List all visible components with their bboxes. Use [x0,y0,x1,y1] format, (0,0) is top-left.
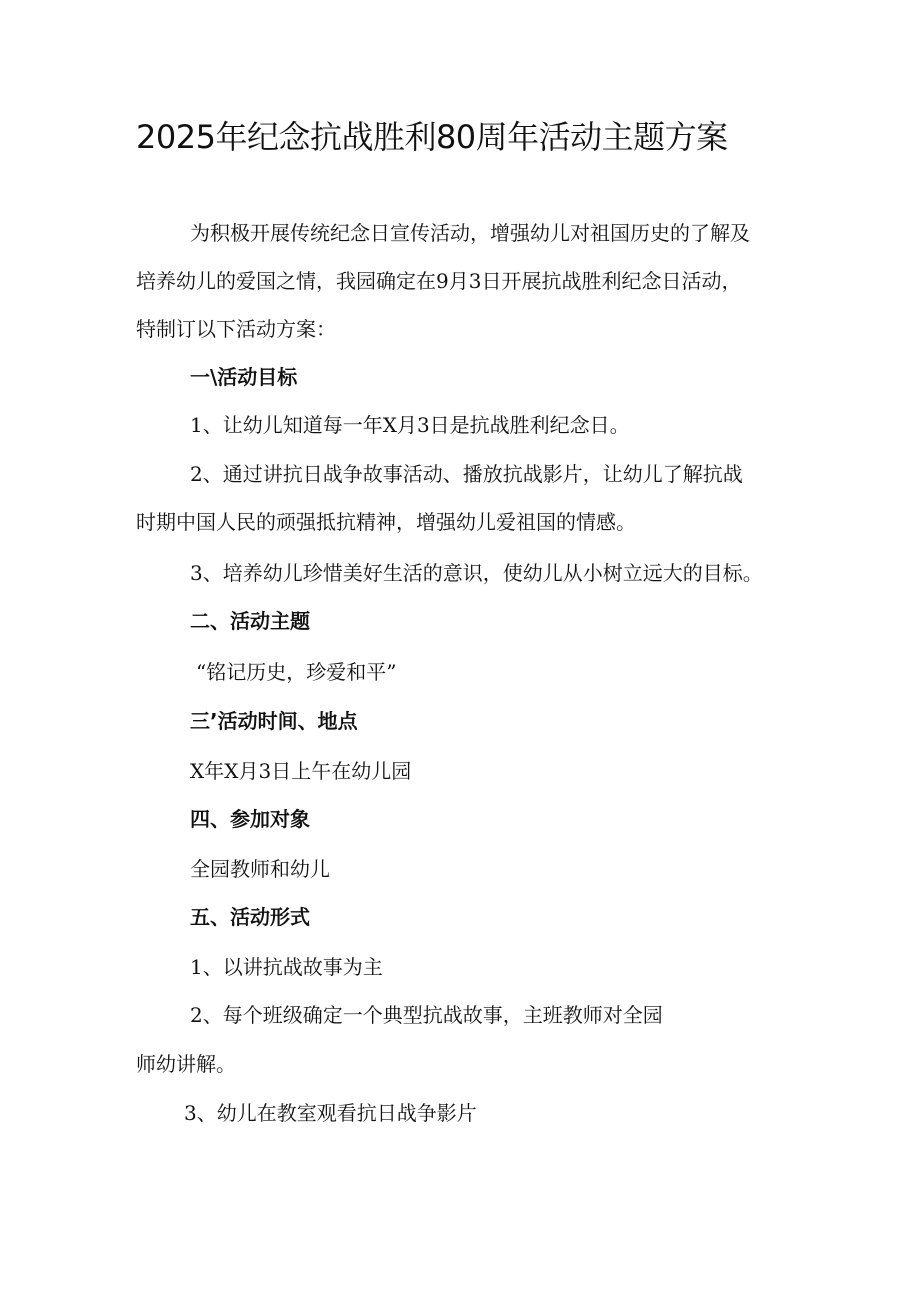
intro-line-3: 特制订以下活动方案： [136,317,336,341]
intro-line-1: 为积极开展传统纪念日宣传活动，增强幼儿对祖国历史的了解及 [190,221,750,245]
document-title: 2025年纪念抗战胜利80周年活动主题方案 [136,118,728,156]
intro-line-2: 培养幼儿的爱国之情，我园确定在9月3日开展抗战胜利纪念日活动， [136,269,742,293]
section-5-item-1: 1、以讲抗战故事为主 [190,955,383,979]
section-4-heading: 四、参加对象 [190,807,310,831]
section-3-text: X年X月3日上午在幼儿园 [190,759,412,783]
section-4-text: 全园教师和幼儿 [190,857,330,881]
section-5-heading: 五、活动形式 [190,905,310,929]
section-3-heading: 三’活动时间、地点 [190,709,358,733]
section-1-item-3: 3、培养幼儿珍惜美好生活的意识，使幼儿从小树立远大的目标。 [190,561,763,585]
section-1-item-2-line-2: 时期中国人民的顽强抵抗精神，增强幼儿爱祖国的情感。 [136,510,636,534]
section-1-item-2-line-1: 2、通过讲抗日战争故事活动、播放抗战影片，让幼儿了解抗战 [190,462,743,486]
section-5-item-2-line-2: 师幼讲解。 [136,1052,236,1076]
section-5-item-2-line-1: 2、每个班级确定一个典型抗战故事，主班教师对全园 [190,1003,663,1027]
section-5-item-3: 3、幼儿在教室观看抗日战争影片 [184,1101,477,1125]
section-2-heading: 二、活动主题 [190,609,310,633]
section-2-theme: “铭记历史，珍爱和平” [196,660,397,684]
section-1-heading: 一\活动目标 [190,365,298,389]
section-1-item-1: 1、让幼儿知道每一年X月3日是抗战胜利纪念日。 [190,413,630,437]
